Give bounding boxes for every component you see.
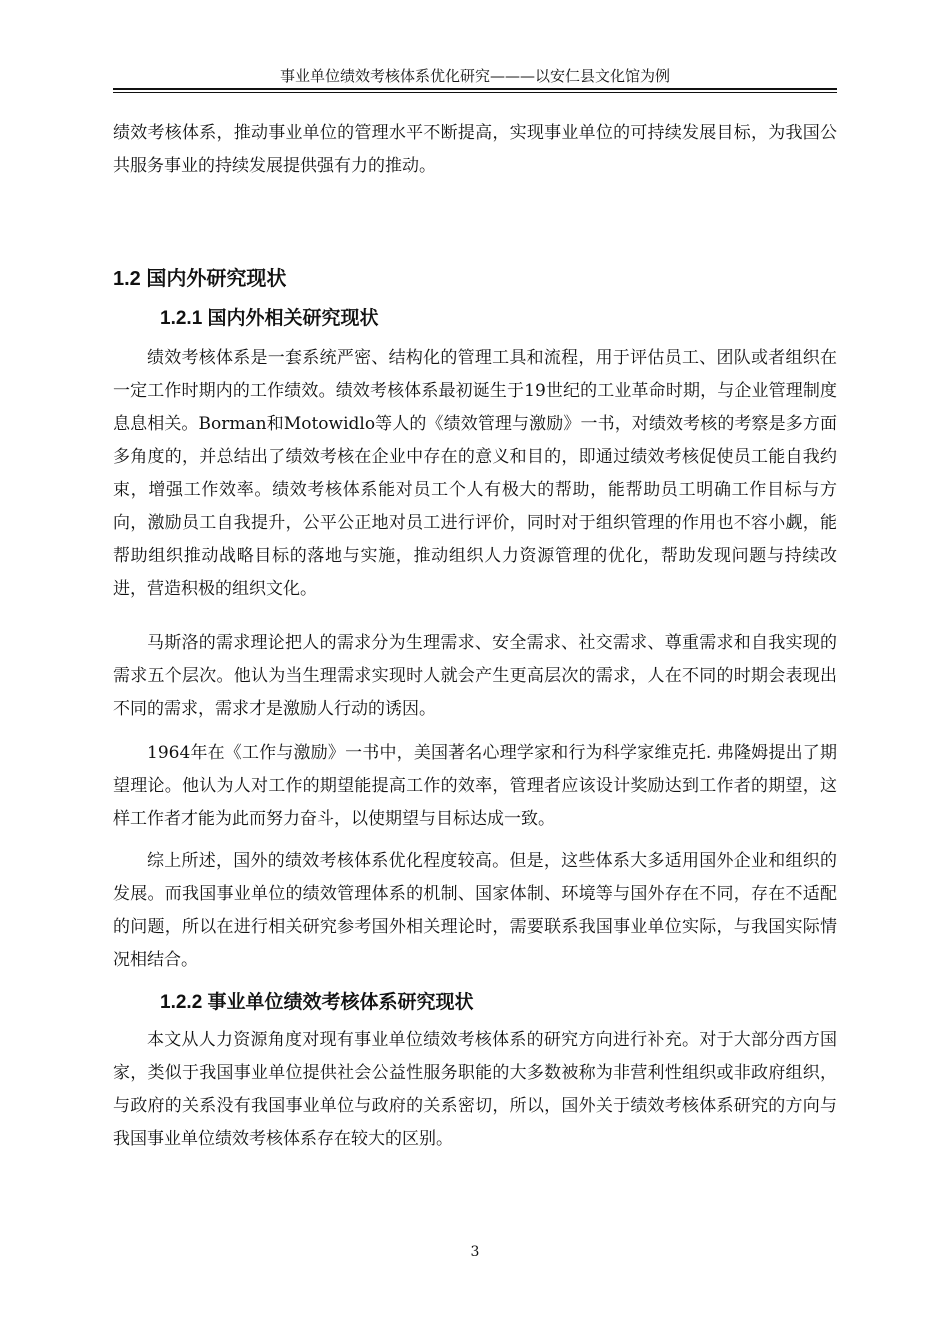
body-paragraph-4: 综上所述，国外的绩效考核体系优化程度较高。但是，这些体系大多适用国外企业和组织的发展。而我国事业单位的绩效管理体系的机制、国家体制、环境等与国外存在不同，存在不适配的问题，所以在进行相关研究参考国外相关理论时，需要联系我国事业单位实际，与我国实际情况相结合。 [113, 851, 837, 970]
body-paragraph-3: 1964年在《工作与激励》一书中，美国著名心理学家和行为科学家维克托. 弗隆姆提出了期望理论。他认为人对工作的期望能提高工作的效率，管理者应该设计奖励达到工作者的期望，这样工作者才能为此而努力奋斗，以使期望与目标达成一致。 [113, 743, 837, 829]
header-rule-thick [113, 88, 837, 90]
body-paragraph-5: 本文从人力资源角度对现有事业单位绩效考核体系的研究方向进行补充。对于大部分西方国家，类似于我国事业单位提供社会公益性服务职能的大多数被称为非营利性组织或非政府组织，与政府的关系没有我国事业单位与政府的关系密切，所以，国外关于绩效考核体系研究的方向与我国事业单位绩效考核体系存在较大的区别。 [113, 1030, 837, 1149]
body-paragraph-1: 绩效考核体系是一套系统严密、结构化的管理工具和流程，用于评估员工、团队或者组织在一定工作时期内的工作绩效。绩效考核体系最初诞生于19世纪的工业革命时期，与企业管理制度息息相关。Borman和Motowidlo等人的《绩效管理与激励》一书，对绩效考核的考察是多方面多角度的，并总结出了绩效考核在企业中存在的意义和目的，即通过绩效考核促使员工能自我约束，增强工作效率。绩效考核体系能对员工个人有极大的帮助，能帮助员工明确工作目标与方向，激励员工自我提升，公平公正地对员工进行评价，同时对于组织管理的作用也不容小觑，能帮助组织推动战略目标的落地与实施，推动组织人力资源管理的优化，帮助发现问题与持续改进，营造积极的组织文化。 [113, 348, 837, 599]
body-paragraph-2: 马斯洛的需求理论把人的需求分为生理需求、安全需求、社交需求、尊重需求和自我实现的需求五个层次。他认为当生理需求实现时人就会产生更高层次的需求，人在不同的时期会表现出不同的需求，需求才是激励人行动的诱因。 [113, 633, 837, 719]
subsection-heading-1-2-2: 1.2.2 事业单位绩效考核体系研究现状 [160, 992, 474, 1013]
intro-continuation-paragraph: 绩效考核体系，推动事业单位的管理水平不断提高，实现事业单位的可持续发展目标，为我国公共服务事业的持续发展提供强有力的推动。 [113, 123, 837, 176]
subsection-heading-1-2-1: 1.2.1 国内外相关研究现状 [160, 308, 379, 329]
header-rule-thin [113, 92, 837, 93]
section-heading-1-2: 1.2 国内外研究现状 [113, 268, 287, 290]
running-header: 事业单位绩效考核体系优化研究———以安仁县文化馆为例 [279, 67, 670, 85]
page-number: 3 [470, 1244, 480, 1260]
